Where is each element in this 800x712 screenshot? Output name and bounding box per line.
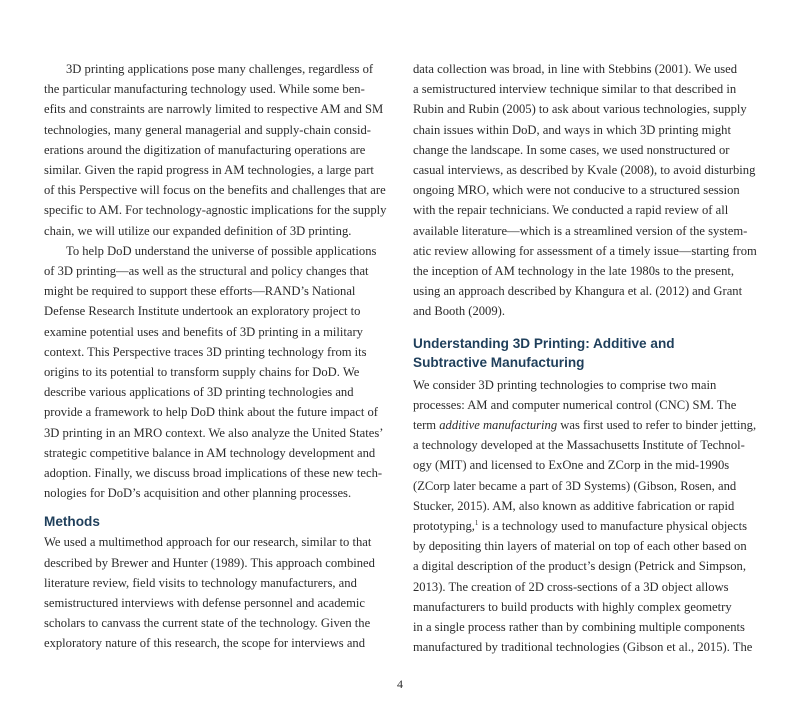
text-line: erations around the digitization of manufacturing operations are <box>44 142 366 157</box>
right-column <box>413 59 759 657</box>
text-line: 2013). The creation of 2D cross-sections of a 3D object allows <box>413 579 729 594</box>
footnote-ref[interactable]: 1 <box>474 518 479 527</box>
page-number: 4 <box>397 677 403 691</box>
text-line: specific to AM. For technology-agnostic implications for the supply <box>44 203 387 218</box>
methods-paragraph <box>44 532 396 653</box>
text-segment: was first used to refer to binder jetting, <box>557 418 757 433</box>
text-line: (ZCorp later became a part of 3D Systems) (Gibson, Rosen, and <box>413 478 737 493</box>
text-line: We used a multimethod approach for our research, similar to that <box>44 535 372 550</box>
text-segment: prototyping, <box>413 519 475 534</box>
text-line: describe various applications of 3D printing technologies and <box>44 385 354 400</box>
text-line: using an approach described by Khangura et al. (2012) and Grant <box>413 284 743 299</box>
text-line: chain, we will utilize our expanded definition of 3D printing. <box>44 223 352 238</box>
text-line: ongoing MRO, which were not conducive to a structured session <box>413 183 740 198</box>
text-line: chain issues within DoD, and ways in which 3D printing might <box>413 122 731 137</box>
text-line: 3D printing in an MRO context. We also analyze the United States’ <box>44 425 384 440</box>
right-paragraph-1 <box>413 59 759 322</box>
text-line: and Booth (2009). <box>413 304 505 319</box>
text-line: Rubin and Rubin (2005) to ask about various technologies, supply <box>413 102 747 117</box>
text-line: nologies for DoD’s acquisition and other planning processes. <box>44 486 352 501</box>
text-line: of this Perspective will focus on the benefits and challenges that are <box>44 183 386 198</box>
text-line: the particular manufacturing technology used. While some ben- <box>44 82 365 97</box>
text-line: examine potential uses and benefits of 3D printing in a military <box>44 324 363 339</box>
methods-heading: Methods <box>44 514 100 530</box>
right-paragraph-2 <box>413 375 759 658</box>
text-line <box>413 415 759 435</box>
text-line: Defense Research Institute undertook an exploratory project to <box>44 304 361 319</box>
text-line: with the repair technicians. We conducted a rapid review of all <box>413 203 729 218</box>
text-segment: is a technology used to manufacture physical objects <box>478 519 748 534</box>
text-line: available literature—which is a streamlined version of the system- <box>413 223 748 238</box>
section-heading-line-2: Subtractive Manufacturing <box>413 354 585 370</box>
text-line: might be required to support these efforts—RAND’s National <box>44 284 356 299</box>
text-line: adoption. Finally, we discuss broad implications of these new tech- <box>44 466 383 481</box>
text-line: by depositing thin layers of material on top of each other based on <box>413 539 747 554</box>
left-paragraph-1 <box>44 59 396 241</box>
text-line: efits and constraints are narrowly limited to respective AM and SM <box>44 102 384 117</box>
text-line: scholars to canvass the current state of the technology. Given the <box>44 616 371 631</box>
text-line: in a single process rather than by combining multiple components <box>413 620 745 635</box>
text-line: data collection was broad, in line with Stebbins (2001). We used <box>413 62 738 76</box>
text-line: literature review, field visits to technology manufacturers, and <box>44 575 357 590</box>
text-line: a semistructured interview technique similar to that described in <box>413 82 737 97</box>
text-line: casual interviews, as described by Kvale (2008), to avoid disturbing <box>413 163 756 178</box>
text-line: a digital description of the product’s design (Petrick and Simpson, <box>413 559 746 574</box>
left-paragraph-2 <box>44 241 396 504</box>
text-line: To help DoD understand the universe of possible applications <box>66 243 377 258</box>
text-line: exploratory nature of this research, the scope for interviews and <box>44 636 366 651</box>
text-line: atic review allowing for assessment of a timely issue—starting from <box>413 243 757 258</box>
text-line: change the landscape. In some cases, we used nonstructured or <box>413 142 730 157</box>
text-line: origins to its potential to transform supply chains for DoD. We <box>44 365 360 380</box>
text-line: a technology developed at the Massachusetts Institute of Technol- <box>413 438 745 453</box>
text-line: ogy (MIT) and licensed to ExOne and ZCorp in the mid-1990s <box>413 458 730 473</box>
text-line: semistructured interviews with defense personnel and academic <box>44 596 366 611</box>
text-line: processes: AM and computer numerical control (CNC) SM. The <box>413 397 737 412</box>
text-line: We consider 3D printing technologies to comprise two main <box>413 377 717 392</box>
text-line: manufacturers to build products with highly complex geometry <box>413 599 732 614</box>
text-line: similar. Given the rapid progress in AM technologies, a large part <box>44 163 374 178</box>
text-segment: term <box>413 418 440 433</box>
text-line: the inception of AM technology in the late 1980s to the present, <box>413 264 735 279</box>
section-heading-line-1: Understanding 3D Printing: Additive and <box>413 335 675 351</box>
text-line: strategic competitive balance in AM technology development and <box>44 445 376 460</box>
section-heading <box>413 334 759 372</box>
text-line: provide a framework to help DoD think about the future impact of <box>44 405 378 420</box>
text-line: of 3D printing—as well as the structural and policy changes that <box>44 264 369 279</box>
text-line <box>413 516 759 536</box>
text-line: technologies, many general managerial and supply-chain consid- <box>44 122 371 137</box>
emphasized-term: additive manufacturing <box>439 418 558 433</box>
text-line: manufactured by traditional technologies (Gibson et al., 2015). The <box>413 640 753 655</box>
text-line: context. This Perspective traces 3D printing technology from its <box>44 344 367 359</box>
text-line: 3D printing applications pose many challenges, regardless of <box>66 62 374 76</box>
left-column <box>44 59 396 654</box>
text-line: Stucker, 2015). AM, also known as additive fabrication or rapid <box>413 498 735 513</box>
text-line: described by Brewer and Hunter (1989). This approach combined <box>44 555 375 570</box>
